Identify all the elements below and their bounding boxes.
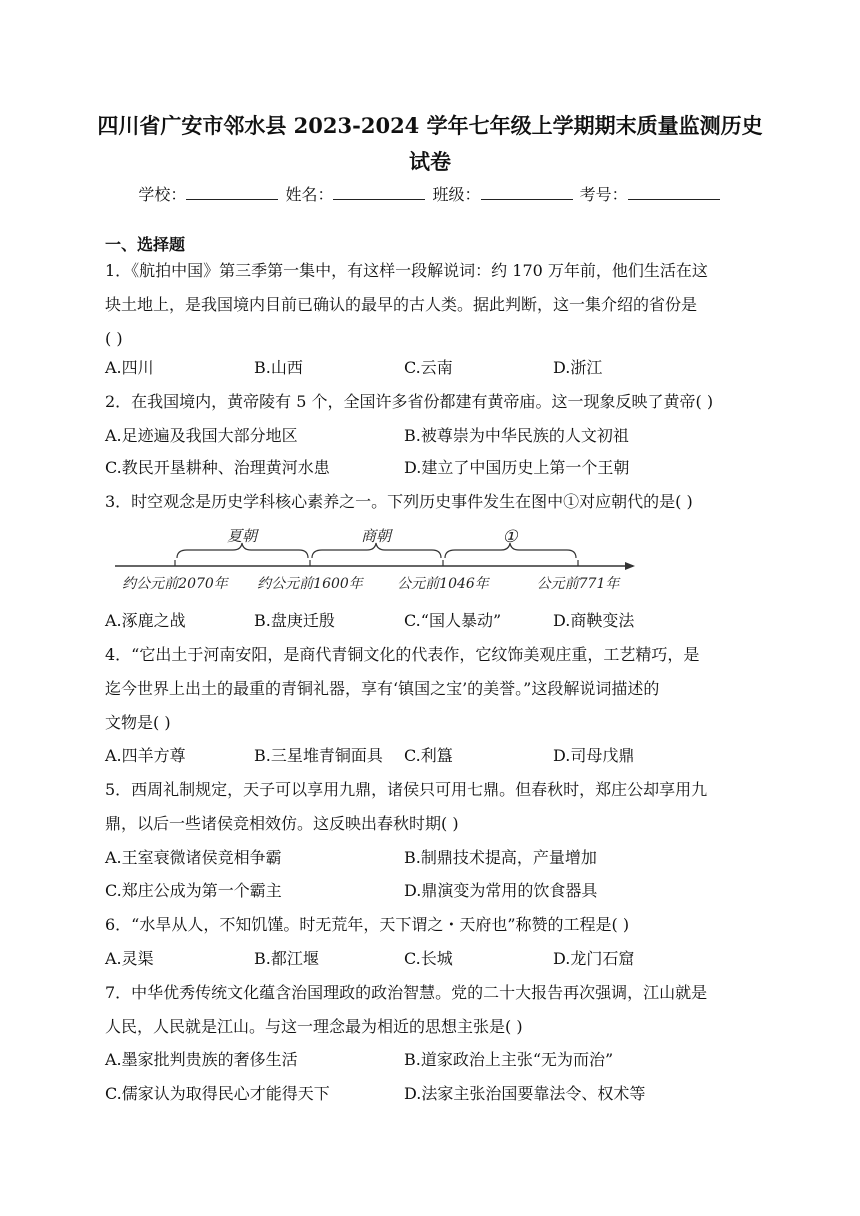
class-label: 班级： xyxy=(432,185,481,204)
page-title: 四川省广安市邻水县 2023-2024 学年七年级上学期期末质量监测历史 xyxy=(97,113,763,138)
q7-option-b: B.道家政治上主张“无为而治” xyxy=(404,1050,614,1069)
timeline-period-marker-1: ① xyxy=(502,528,518,547)
q6-option-a: A.灵渠 xyxy=(105,949,154,968)
school-label: 学校： xyxy=(138,185,187,204)
question-4-line-2: 迄今世界上出土的最重的青铜礼器，享有‘镇国之宝’的美誉。”这段解说词描述的 xyxy=(105,679,660,698)
q1-option-d: D.浙江 xyxy=(553,358,603,377)
q2-option-a: A.足迹遍及我国大部分地区 xyxy=(105,426,298,445)
q1-option-a: A.四川 xyxy=(105,358,154,377)
q4-option-a: A.四羊方尊 xyxy=(105,746,186,765)
exam-number-blank[interactable] xyxy=(628,183,720,200)
q6-option-c: C.长城 xyxy=(404,949,453,968)
q3-option-b: B.盘庚迁殷 xyxy=(254,611,335,630)
class-blank[interactable] xyxy=(481,183,573,200)
timeline-period-xia: 夏朝 xyxy=(226,528,258,545)
name-blank[interactable] xyxy=(333,183,425,200)
q2-option-c: C.教民开垦耕种、治理黄河水患 xyxy=(105,458,330,477)
exam-number-label: 考号： xyxy=(579,185,628,204)
dynasty-timeline xyxy=(105,528,645,600)
page-title-continued: 试卷 xyxy=(409,149,451,174)
q5-option-c: C.郑庄公成为第一个霸主 xyxy=(105,881,282,900)
question-4-line-3: 文物是( ) xyxy=(105,713,171,732)
q3-option-a: A.涿鹿之战 xyxy=(105,611,186,630)
q3-option-c: C.“国人暴动” xyxy=(404,611,502,630)
question-1-line-3: ( ) xyxy=(105,329,123,348)
q4-option-d: D.司母戊鼎 xyxy=(553,746,635,765)
q5-option-d: D.鼎演变为常用的饮食器具 xyxy=(404,881,598,900)
timeline-date-3: 公元前1046年 xyxy=(397,576,489,592)
q5-option-a: A.王室衰微诸侯竞相争霸 xyxy=(105,848,282,867)
question-7-line-2: 人民，人民就是江山。与这一理念最为相近的思想主张是( ) xyxy=(105,1017,523,1036)
question-4-line-1: 4．“它出土于河南安阳，是商代青铜文化的代表作，它纹饰美观庄重，工艺精巧，是 xyxy=(105,645,700,664)
q3-option-d: D.商鞅变法 xyxy=(553,611,635,630)
section-heading: 一、选择题 xyxy=(105,235,186,254)
q7-option-d: D.法家主张治国要靠法令、权术等 xyxy=(404,1084,646,1103)
timeline-date-4: 公元前771年 xyxy=(536,576,620,592)
q6-option-b: B.都江堰 xyxy=(254,949,319,968)
question-1-line-1: 1．《航拍中国》第三季第一集中，有这样一段解说词：约 170 万年前，他们生活在这 xyxy=(105,261,708,280)
q4-option-c: C.利簋 xyxy=(404,746,453,765)
timeline-date-1: 约公元前2070年 xyxy=(122,576,228,592)
question-7-line-1: 7．中华优秀传统文化蕴含治国理政的政治智慧。党的二十大报告再次强调，江山就是 xyxy=(105,983,708,1002)
q6-option-d: D.龙门石窟 xyxy=(553,949,635,968)
question-5-line-1: 5．西周礼制规定，天子可以享用九鼎，诸侯只可用七鼎。但春秋时，郑庄公却享用九 xyxy=(105,780,708,799)
question-1-line-2: 块土地上，是我国境内目前已确认的最早的古人类。据此判断，这一集介绍的省份是 xyxy=(105,295,698,314)
student-info-row xyxy=(0,183,860,207)
q1-option-b: B.山西 xyxy=(254,358,303,377)
q5-option-b: B.制鼎技术提高，产量增加 xyxy=(404,848,597,867)
timeline-period-shang: 商朝 xyxy=(360,528,392,545)
q2-option-b: B.被尊崇为中华民族的人文初祖 xyxy=(404,426,629,445)
q4-option-b: B.三星堆青铜面具 xyxy=(254,746,383,765)
q7-option-c: C.儒家认为取得民心才能得天下 xyxy=(105,1084,330,1103)
question-2-line-1: 2．在我国境内，黄帝陵有 5 个，全国许多省份都建有黄帝庙。这一现象反映了黄帝( ) xyxy=(105,392,714,411)
q2-option-d: D.建立了中国历史上第一个王朝 xyxy=(404,458,630,477)
question-3-line-1: 3．时空观念是历史学科核心素养之一。下列历史事件发生在图中①对应朝代的是( ) xyxy=(105,492,693,511)
school-blank[interactable] xyxy=(186,183,278,200)
q1-option-c: C.云南 xyxy=(404,358,453,377)
timeline-date-2: 约公元前1600年 xyxy=(257,576,363,592)
question-5-line-2: 鼎，以后一些诸侯竞相效仿。这反映出春秋时期( ) xyxy=(105,814,459,833)
q7-option-a: A.墨家批判贵族的奢侈生活 xyxy=(105,1050,298,1069)
question-6-line-1: 6．“水旱从人，不知饥馑。时无荒年，天下谓之・天府也”称赞的工程是( ) xyxy=(105,915,630,934)
name-label: 姓名： xyxy=(285,185,334,204)
